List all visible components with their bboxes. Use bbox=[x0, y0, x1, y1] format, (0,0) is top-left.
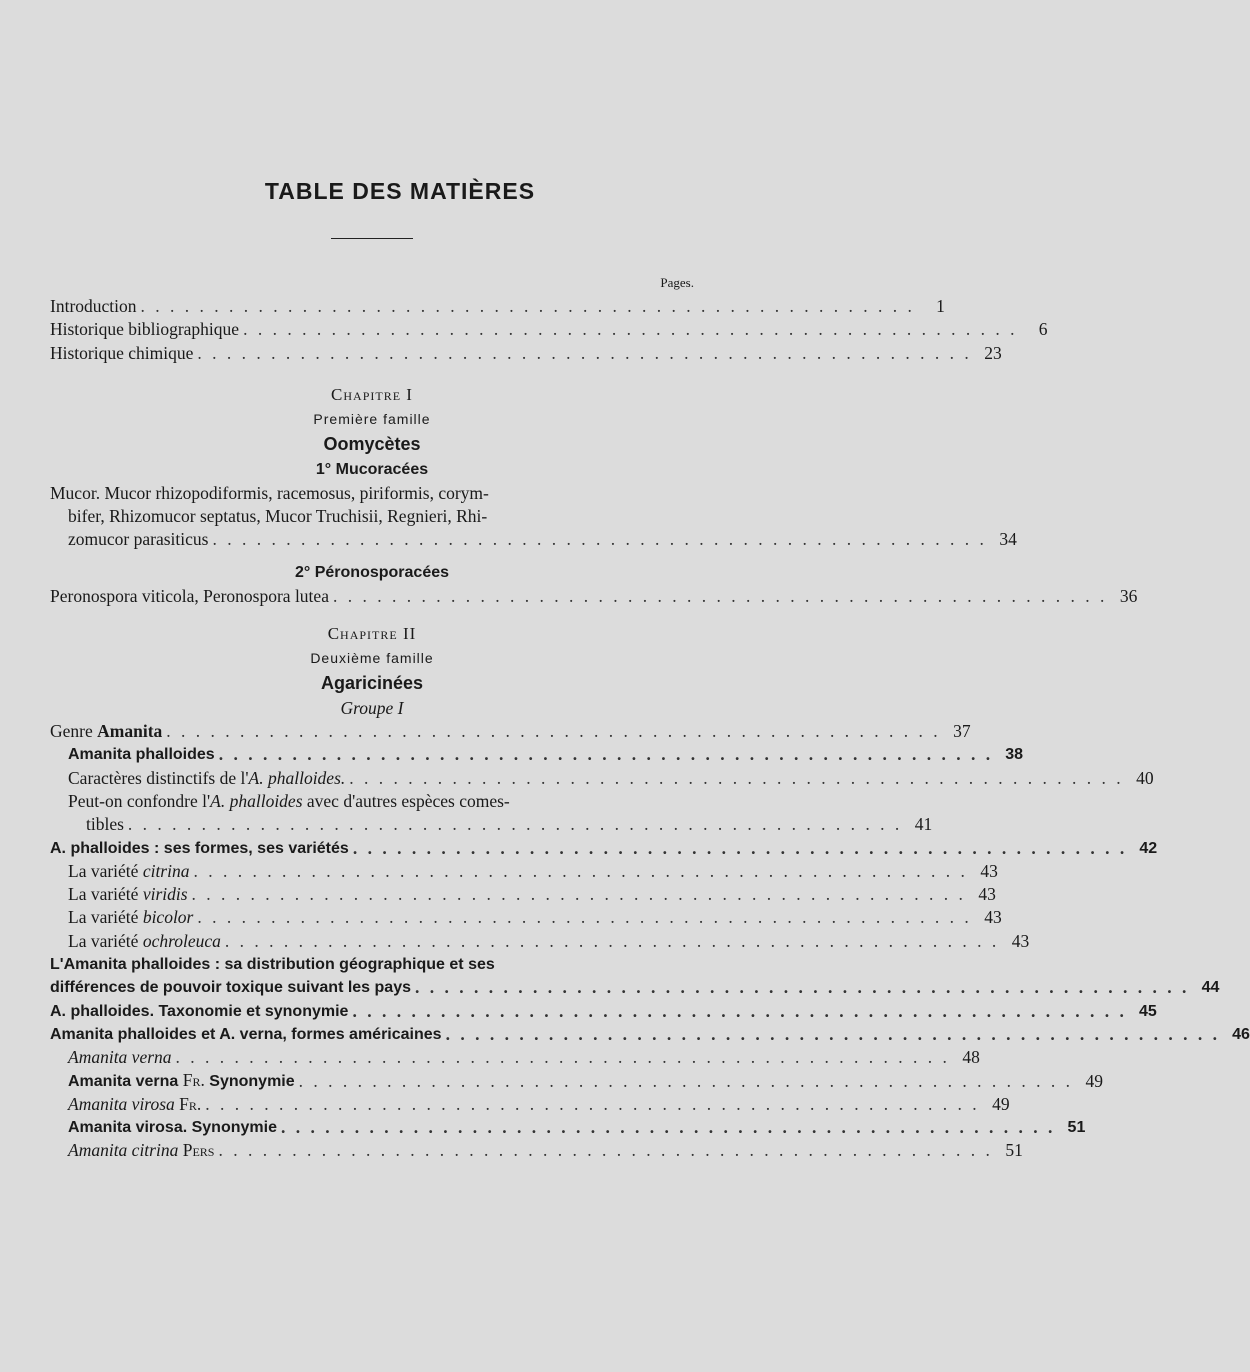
entry-text: Amanita verna bbox=[68, 1047, 172, 1068]
dot-leader: . . . . . . . . . . . . . . . . . . . . . . . . . . . . . . . . . . . . . . . . . . . . . . . . . . . . . bbox=[212, 529, 987, 550]
subgroup-heading: Groupe I bbox=[340, 698, 404, 719]
entry-page: 51 bbox=[1067, 1119, 1086, 1137]
dot-leader: . . . . . . . . . . . . . . . . . . . . . . . . . . . . . . . . . . . . . . . . . . . . . . . . . . . . . bbox=[298, 1070, 1074, 1091]
dot-leader: . . . . . . . . . . . . . . . . . . . . . . . . . . . . . . . . . . . . . . . . . . . . . . . . . . . . . bbox=[197, 342, 972, 363]
dot-leader: . . . . . . . . . . . . . . . . . . . . . . . . . . . . . . . . . . . . . . . . . . . . . . . . . . . . . bbox=[280, 1117, 1056, 1138]
table-of-contents bbox=[50, 295, 1250, 1163]
entry-text: Caractères distinctifs de l'A. phalloides. bbox=[68, 767, 346, 788]
entry-text: zomucor parasiticus bbox=[68, 529, 209, 550]
section-heading: 1° Mucoracées bbox=[315, 460, 429, 478]
entry-page: 36 bbox=[1119, 585, 1138, 606]
pages-column-label: Pages. bbox=[660, 275, 694, 290]
group-heading: Agaricinées bbox=[320, 673, 424, 694]
entry-page: 48 bbox=[962, 1047, 980, 1068]
entry-page: 42 bbox=[1139, 839, 1158, 857]
dot-leader: . . . . . . . . . . . . . . . . . . . . . . . . . . . . . . . . . . . . . . . . . . . . . . . . . . . . . bbox=[332, 585, 1108, 606]
toc-entry bbox=[50, 1069, 1104, 1093]
entry-page: 43 bbox=[978, 884, 996, 905]
toc-entry bbox=[50, 813, 933, 836]
toc-entry bbox=[50, 528, 1017, 551]
chapter-heading: Chapitre II bbox=[327, 624, 417, 644]
entry-text: Amanita phalloides bbox=[68, 746, 215, 764]
entry-page: 34 bbox=[999, 529, 1017, 550]
dot-leader: . . . . . . . . . . . . . . . . . . . . . . . . . . . . . . . . . . . . . . . . . . . . . . . . . . . . . bbox=[127, 814, 903, 835]
toc-entry bbox=[50, 767, 1154, 790]
entry-page: 43 bbox=[980, 860, 998, 881]
entry-page: 49 bbox=[1085, 1070, 1104, 1091]
toc-entry bbox=[50, 1139, 1023, 1162]
toc-entry bbox=[50, 790, 694, 813]
dot-leader: . . . . . . . . . . . . . . . . . . . . . . . . . . . . . . . . . . . . . . . . . . . . . . . . . . . . . bbox=[224, 930, 1000, 951]
entry-text: différences de pouvoir toxique suivant les pays bbox=[50, 979, 411, 997]
entry-text: La variété citrina bbox=[68, 860, 190, 881]
group-heading: Oomycètes bbox=[323, 433, 421, 454]
entry-line: Mucor. Mucor rhizopodiformis, racemosus, piriformis, corym- bbox=[50, 482, 489, 503]
entry-text: La variété bicolor bbox=[68, 907, 194, 928]
dot-leader: . . . . . . . . . . . . . . . . . . . . . . . . . . . . . . . . . . . . . . . . . . . . . . . . . . . . . bbox=[445, 1023, 1220, 1044]
toc-entry bbox=[50, 930, 1030, 953]
entry-page: 37 bbox=[953, 721, 971, 742]
entry-text: Historique chimique bbox=[50, 342, 194, 363]
dot-leader: . . . . . . . . . . . . . . . . . . . . . . . . . . . . . . . . . . . . . . . . . . . . . . . . . . . . . bbox=[349, 767, 1124, 788]
entry-page: 40 bbox=[1136, 767, 1154, 788]
entry-line: bifer, Rhizomucor septatus, Mucor Truchisii, Regnieri, Rhi- bbox=[68, 506, 488, 527]
toc-entry bbox=[50, 1000, 1157, 1023]
entry-page: 51 bbox=[1005, 1140, 1023, 1161]
entry-text: Peronospora viticola, Peronospora lutea bbox=[50, 585, 329, 606]
entry-text: Amanita verna Fr. Synonymie bbox=[68, 1069, 295, 1090]
dot-leader: . . . . . . . . . . . . . . . . . . . . . . . . . . . . . . . . . . . . . . . . . . . . . . . . . . . . . bbox=[352, 1000, 1127, 1021]
toc-entry bbox=[50, 953, 694, 976]
toc-entry bbox=[50, 743, 1024, 766]
entry-line: Peut-on confondre l'A. phalloides avec d'autres espèces comes- bbox=[68, 790, 510, 811]
entry-text: La variété viridis bbox=[68, 884, 188, 905]
entry-line: L'Amanita phalloides : sa distribution géographique et ses bbox=[50, 956, 495, 974]
entry-page: 43 bbox=[984, 907, 1002, 928]
entry-page: 41 bbox=[914, 814, 933, 835]
entry-text: Genre Amanita bbox=[50, 721, 163, 742]
toc-entry bbox=[50, 1046, 980, 1069]
toc-entry bbox=[50, 720, 971, 743]
family-heading: Deuxième famille bbox=[310, 650, 434, 667]
toc-entry bbox=[50, 342, 1002, 365]
entry-page: 6 bbox=[1038, 319, 1048, 340]
chapter-heading: Chapitre I bbox=[331, 384, 413, 404]
dot-leader: . . . . . . . . . . . . . . . . . . . . . . . . . . . . . . . . . . . . . . . . . . . . . . . . . . . . . bbox=[205, 1093, 980, 1114]
toc-entry bbox=[50, 860, 998, 883]
dot-leader: . . . . . . . . . . . . . . . . . . . . . . . . . . . . . . . . . . . . . . . . . . . . . . . . . . . . . bbox=[243, 319, 1018, 340]
toc-entry bbox=[50, 1023, 1250, 1046]
entry-page: 49 bbox=[992, 1093, 1010, 1114]
dot-leader: . . . . . . . . . . . . . . . . . . . . . . . . . . . . . . . . . . . . . . . . . . . . . . . . . . . . . bbox=[140, 296, 915, 316]
dot-leader: . . . . . . . . . . . . . . . . . . . . . . . . . . . . . . . . . . . . . . . . . . . . . . . . . . . . . bbox=[193, 860, 968, 881]
entry-text: Introduction bbox=[50, 296, 137, 316]
toc-entry bbox=[50, 585, 1138, 608]
toc-entry bbox=[50, 295, 945, 318]
dot-leader: . . . . . . . . . . . . . . . . . . . . . . . . . . . . . . . . . . . . . . . . . . . . . . . . . . . . . bbox=[415, 977, 1190, 998]
dot-leader: . . . . . . . . . . . . . . . . . . . . . . . . . . . . . . . . . . . . . . . . . . . . . . . . . . . . . bbox=[218, 744, 994, 765]
dot-leader: . . . . . . . . . . . . . . . . . . . . . . . . . . . . . . . . . . . . . . . . . . . . . . . . . . . . . bbox=[191, 884, 966, 905]
dot-leader: . . . . . . . . . . . . . . . . . . . . . . . . . . . . . . . . . . . . . . . . . . . . . . . . . . . . . bbox=[197, 907, 972, 928]
entry-text: Amanita virosa. Synonymie bbox=[68, 1119, 277, 1137]
dot-leader: . . . . . . . . . . . . . . . . . . . . . . . . . . . . . . . . . . . . . . . . . . . . . . . . . . . . . bbox=[175, 1047, 950, 1068]
entry-page: 44 bbox=[1201, 979, 1220, 997]
toc-entry bbox=[50, 482, 694, 529]
toc-entry bbox=[50, 883, 996, 906]
entry-text: Amanita citrina Pers bbox=[68, 1140, 215, 1161]
entry-page: 23 bbox=[984, 342, 1002, 363]
entry-text: Historique bibliographique bbox=[50, 319, 240, 340]
page-title: TABLE DES MATIÈRES bbox=[264, 178, 536, 204]
entry-page: 46 bbox=[1232, 1025, 1250, 1043]
title-divider bbox=[331, 238, 413, 239]
toc-entry bbox=[50, 318, 1048, 341]
entry-text: A. phalloides. Taxonomie et synonymie bbox=[50, 1002, 349, 1020]
entry-text: A. phalloides : ses formes, ses variétés bbox=[50, 839, 349, 857]
section-heading: 2° Péronosporacées bbox=[294, 563, 450, 581]
toc-entry bbox=[50, 1093, 1010, 1116]
entry-text: La variété ochroleuca bbox=[68, 930, 221, 951]
entry-text: Amanita virosa Fr. bbox=[68, 1093, 202, 1114]
entry-page: 1 bbox=[936, 296, 945, 316]
entry-text: Amanita phalloides et A. verna, formes américaines bbox=[50, 1025, 442, 1043]
toc-entry bbox=[50, 906, 1002, 929]
dot-leader: . . . . . . . . . . . . . . . . . . . . . . . . . . . . . . . . . . . . . . . . . . . . . . . . . . . . . bbox=[166, 721, 941, 742]
toc-entry bbox=[50, 837, 1158, 860]
toc-entry bbox=[50, 976, 1220, 999]
entry-page: 38 bbox=[1005, 746, 1024, 764]
entry-page: 43 bbox=[1011, 930, 1030, 951]
family-heading: Première famille bbox=[313, 410, 431, 427]
toc-entry bbox=[50, 1116, 1086, 1139]
entry-page: 45 bbox=[1139, 1002, 1157, 1020]
dot-leader: . . . . . . . . . . . . . . . . . . . . . . . . . . . . . . . . . . . . . . . . . . . . . . . . . . . . . bbox=[218, 1140, 993, 1161]
dot-leader: . . . . . . . . . . . . . . . . . . . . . . . . . . . . . . . . . . . . . . . . . . . . . . . . . . . . . bbox=[352, 837, 1128, 858]
entry-text: tibles bbox=[86, 814, 124, 835]
